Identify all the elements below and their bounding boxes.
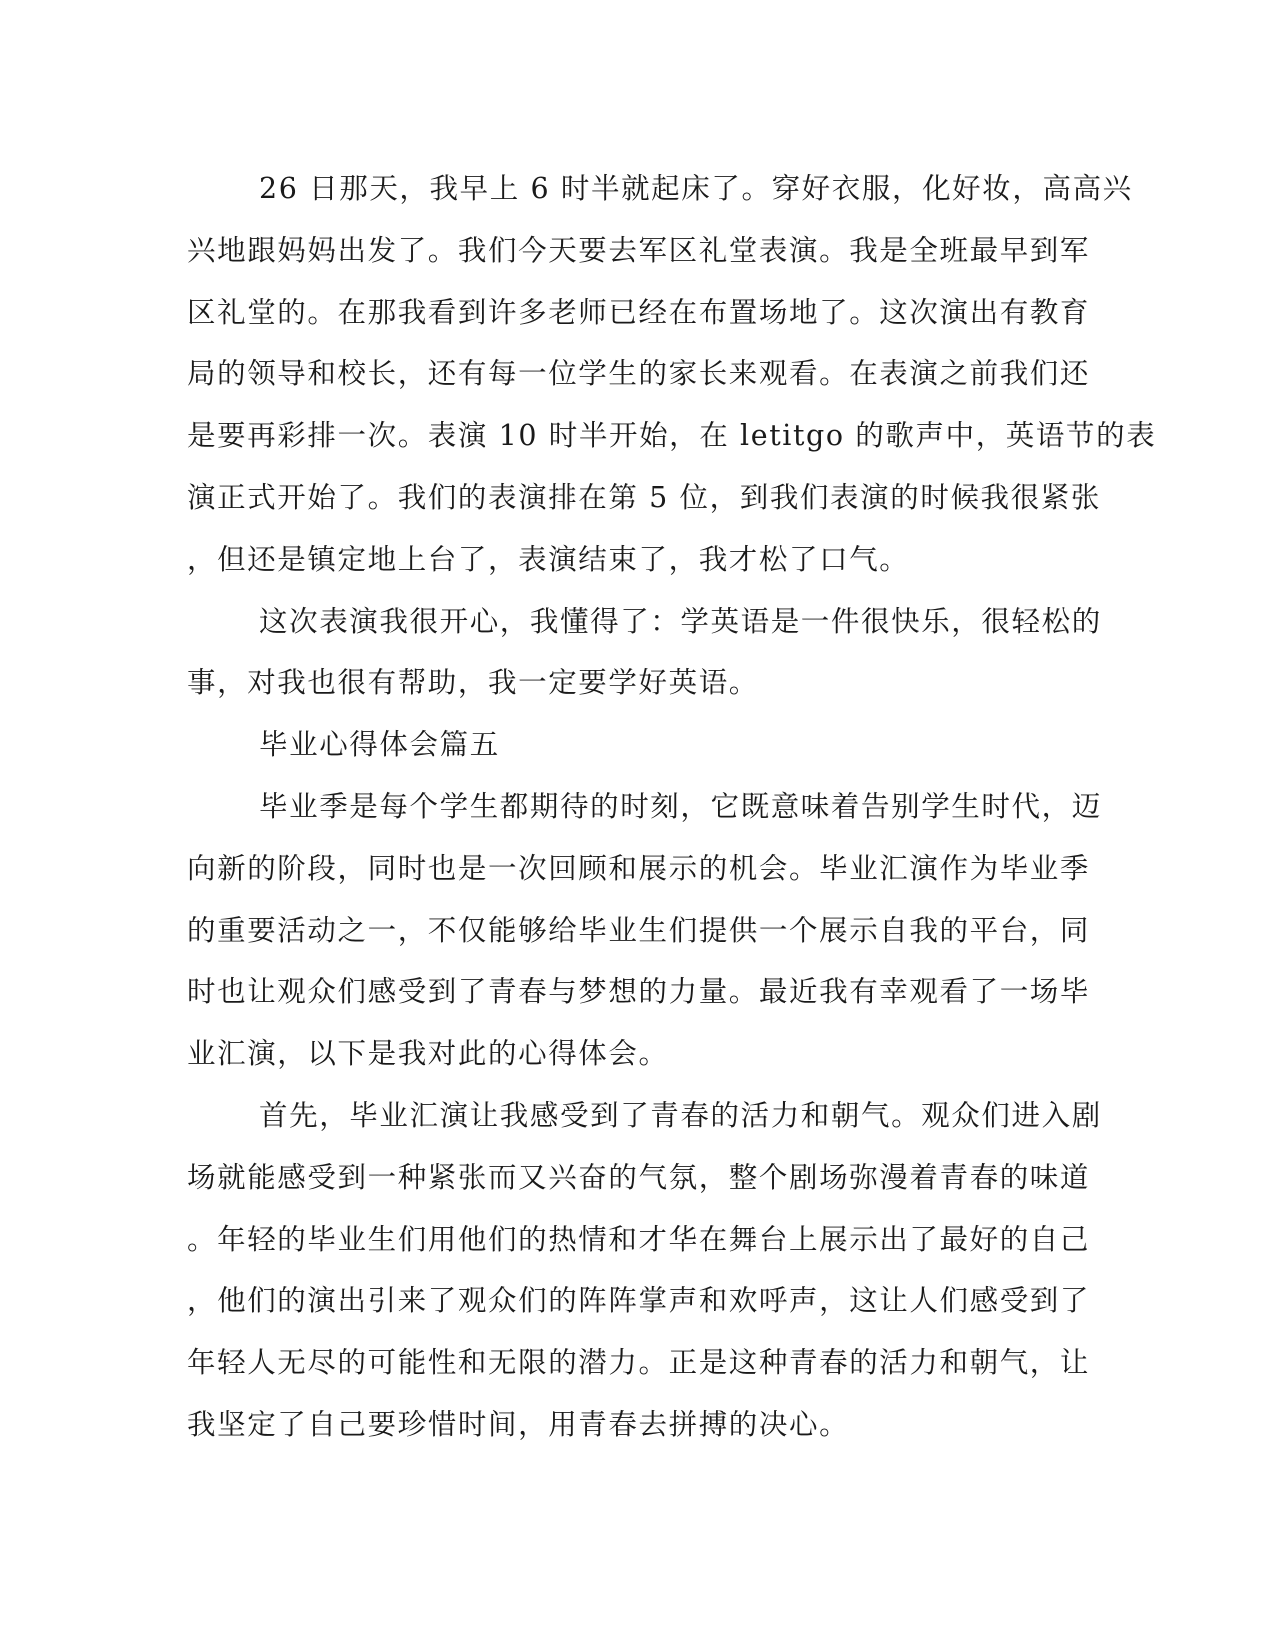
text-line: 兴地跟妈妈出发了。我们今天要去军区礼堂表演。我是全班最早到军 xyxy=(187,233,1091,267)
text-line: 向新的阶段，同时也是一次回顾和展示的机会。毕业汇演作为毕业季 xyxy=(187,851,1091,885)
text-line: 演正式开始了。我们的表演排在第 5 位，到我们表演的时候我很紧张 xyxy=(187,480,1101,514)
text-line: 毕业季是每个学生都期待的时刻，它既意味着告别学生时代，迈 xyxy=(259,789,1102,823)
text-line: 的重要活动之一，不仅能够给毕业生们提供一个展示自我的平台，同 xyxy=(187,913,1091,947)
text-line: 。年轻的毕业生们用他们的热情和才华在舞台上展示出了最好的自己 xyxy=(187,1222,1091,1256)
text-line: 局的领导和校长，还有每一位学生的家长来观看。在表演之前我们还 xyxy=(187,357,1091,391)
text-line: 区礼堂的。在那我看到许多老师已经在布置场地了。这次演出有教育 xyxy=(187,295,1091,329)
text-line: 事，对我也很有帮助，我一定要学好英语。 xyxy=(187,666,759,700)
text-line: 首先，毕业汇演让我感受到了青春的活力和朝气。观众们进入剧 xyxy=(259,1098,1102,1132)
text-line: 26 日那天，我早上 6 时半就起床了。穿好衣服，化好妆，高高兴 xyxy=(259,172,1133,205)
text-line: 这次表演我很开心，我懂得了：学英语是一件很快乐，很轻松的 xyxy=(259,604,1102,638)
text-line: 年轻人无尽的可能性和无限的潜力。正是这种青春的活力和朝气，让 xyxy=(187,1346,1091,1380)
text-line: 时也让观众们感受到了青春与梦想的力量。最近我有幸观看了一场毕 xyxy=(187,975,1091,1009)
text-line: 毕业心得体会篇五 xyxy=(259,728,500,762)
text-line: 是要再彩排一次。表演 10 时半开始，在 letitgo 的歌声中，英语节的表 xyxy=(187,419,1157,453)
text-line: 场就能感受到一种紧张而又兴奋的气氛，整个剧场弥漫着青春的味道 xyxy=(187,1160,1091,1194)
text-line: 业汇演，以下是我对此的心得体会。 xyxy=(187,1037,669,1071)
text-line: 我坚定了自己要珍惜时间，用青春去拼搏的决心。 xyxy=(187,1407,850,1441)
document-body xyxy=(187,158,1157,1456)
text-line: ，他们的演出引来了观众们的阵阵掌声和欢呼声，这让人们感受到了 xyxy=(187,1284,1091,1318)
text-line: ，但还是镇定地上台了，表演结束了，我才松了口气。 xyxy=(187,542,910,576)
